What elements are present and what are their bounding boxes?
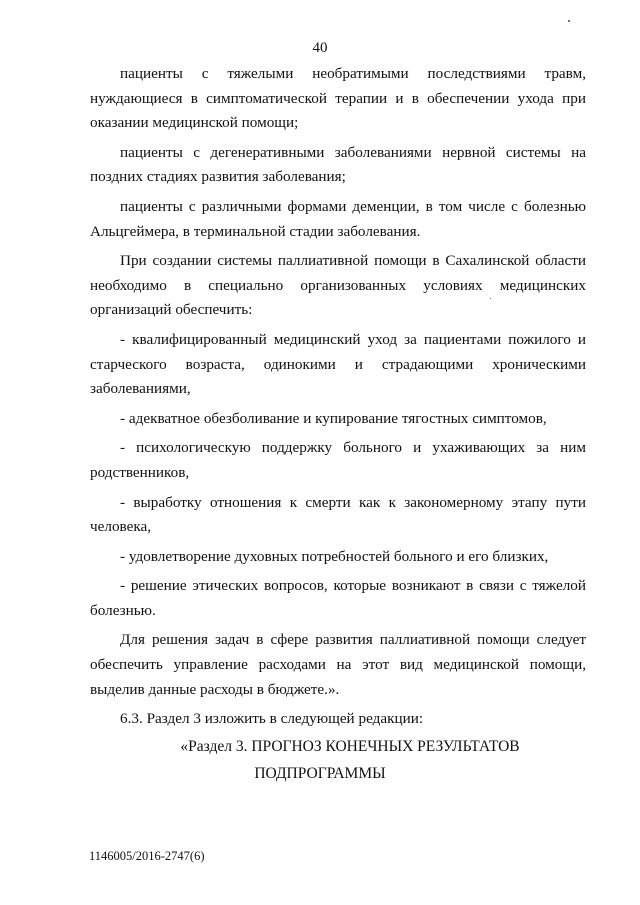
scan-speck — [568, 20, 570, 22]
list-item-2: - адекватное обезболивание и купирование тягостных симптомов, — [120, 409, 547, 427]
body-text — [90, 62, 586, 737]
document-code: 1146005/2016-2747(6) — [89, 849, 205, 863]
paragraph-1: пациенты с тяжелыми необратимыми последствиями травм, нуждающиеся в симптоматической терапии и в обеспечении ухода при оказании медицинской помощи; — [90, 65, 586, 132]
paragraph-4: При создании системы паллиативной помощи в Сахалинской области необходимо в специально организованных условиях медицинских организаций обеспечить: — [90, 252, 586, 319]
paragraph-5: Для решения задач в сфере развития паллиативной помощи следует обеспечить управление расходами на этот вид медицинской помощи, выделив данные расходы в бюджете.». — [90, 631, 586, 698]
paragraph-2: пациенты с дегенеративными заболеваниями нервной системы на поздних стадиях развития заболевания; — [90, 143, 586, 186]
section-heading — [0, 733, 640, 787]
list-item-6: - решение этических вопросов, которые возникают в связи с тяжелой болезнью. — [90, 577, 586, 619]
list-item-5: - удовлетворение духовных потребностей больного и его близких, — [120, 547, 549, 565]
list-item-1: - квалифицированный медицинский уход за пациентами пожилого и старческого возраста, одинокими и страдающими хроническими заболеваниями, — [90, 330, 586, 398]
section-heading-line-2: ПОДПРОГРАММЫ — [254, 765, 386, 782]
paragraph-3: пациенты с различными формами деменции, в том числе с болезнью Альцгеймера, в терминальной стадии заболевания. — [90, 197, 586, 240]
paragraph-6: 6.3. Раздел 3 изложить в следующей редакции: — [120, 710, 424, 728]
page-number: 40 — [312, 40, 328, 56]
scan-speck — [490, 298, 491, 299]
list-item-3: - психологическую поддержку больного и ухаживающих за ним родственников, — [90, 439, 586, 481]
section-heading-line-1: «Раздел 3. ПРОГНОЗ КОНЕЧНЫХ РЕЗУЛЬТАТОВ — [180, 738, 520, 755]
list-item-4: - выработку отношения к смерти как к закономерному этапу пути человека, — [90, 493, 586, 536]
